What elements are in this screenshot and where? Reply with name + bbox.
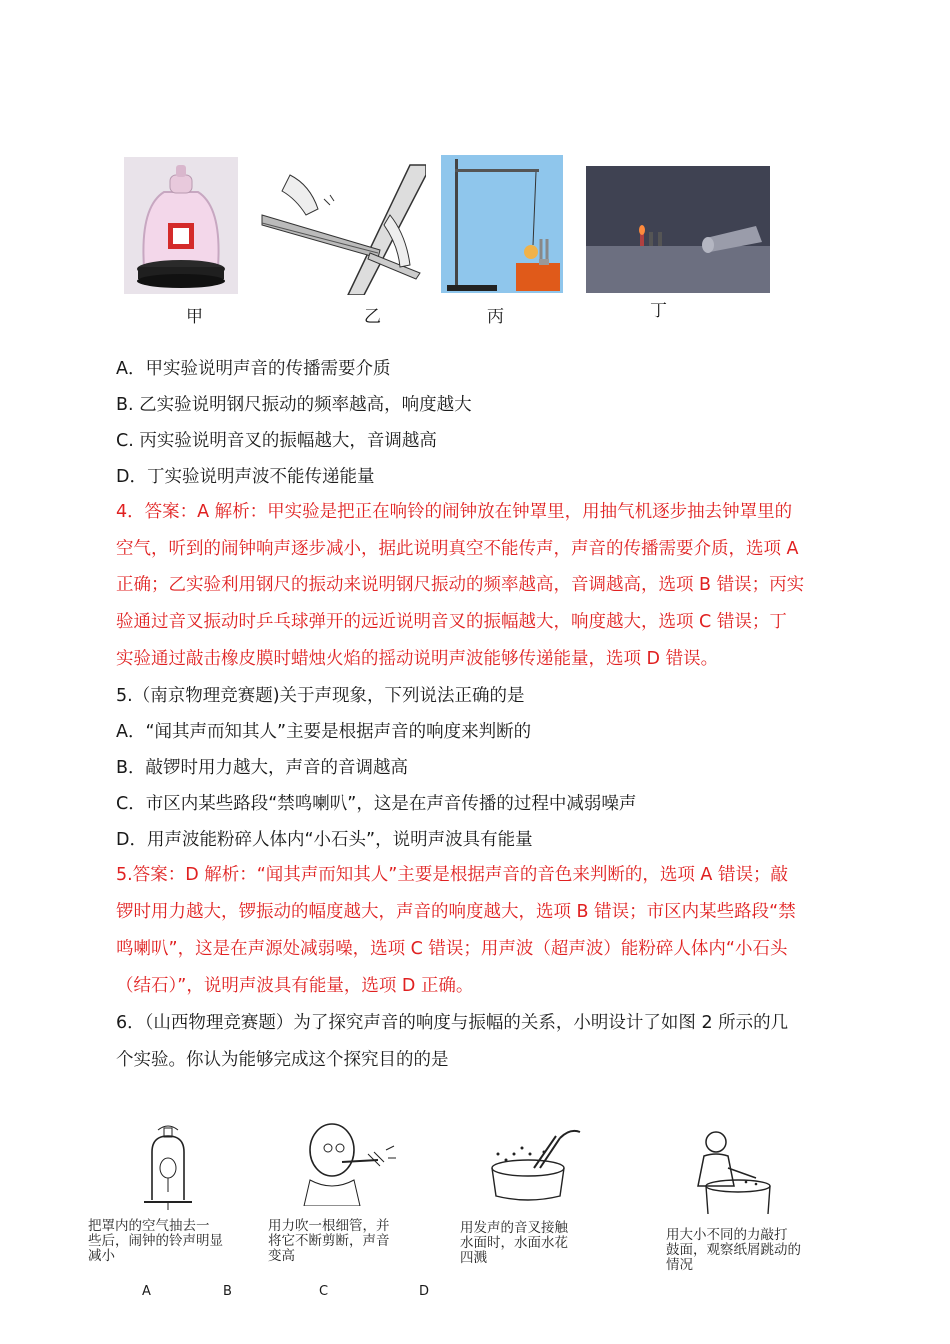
q6-panel-a-text: 把罩内的空气抽去一 些后，闹钟的铃声明显 减小	[88, 1218, 223, 1264]
q6-label-a: A	[142, 1284, 151, 1299]
q6-figure-bell-jar	[140, 1122, 196, 1212]
q6-label-b: B	[223, 1284, 232, 1299]
q6-stem-line: 个实验。你认为能够完成这个探究目的的是	[116, 1050, 449, 1070]
figure-yi-ruler	[260, 155, 426, 295]
caption-bing: 丙	[487, 307, 504, 327]
q4-option-c: C. 丙实验说明音叉的振幅越大，音调越高	[116, 431, 437, 451]
q6-figure-blowing-tube	[298, 1120, 402, 1206]
q4-answer-line: 验通过音叉振动时乒乓球弹开的远近说明音叉的振幅越大，响度越大，选项 C 错误；丁	[116, 612, 787, 632]
q4-answer-line: 空气，听到的闹钟响声逐步减小，据此说明真空不能传声，声音的传播需要介质，选项 A	[116, 539, 799, 559]
caption-yi: 乙	[364, 307, 381, 327]
q6-figure-drum	[676, 1128, 776, 1218]
q6-label-c: C	[319, 1284, 329, 1299]
q6-stem-line: 6．（山西物理竞赛题）为了探究声音的响度与振幅的关系，小明设计了如图 2 所示的几	[116, 1013, 789, 1033]
q4-answer-line: 4．答案：A 解析：甲实验是把正在响铃的闹钟放在钟罩里，用抽气机逐步抽去钟罩里的	[116, 502, 793, 522]
figure-ding-candle	[586, 166, 770, 293]
q5-answer-line: （结石）”，说明声波具有能量，选项 D 正确。	[116, 976, 474, 996]
figure-jia-bell-jar	[124, 157, 238, 294]
q6-panel-c-text: 用发声的音叉接触 水面时，水面水花 四溅	[460, 1220, 568, 1266]
q5-option-c: C．市区内某些路段“禁鸣喇叭”，这是在声音传播的过程中减弱噪声	[116, 794, 637, 814]
q5-stem: 5.（南京物理竞赛题)关于声现象，下列说法正确的是	[116, 686, 525, 706]
q6-panel-d-text: 用大小不同的力敲打 鼓面，观察纸屑跳动的 情况	[666, 1227, 801, 1273]
q6-figure-tuning-fork-water	[484, 1124, 584, 1204]
q5-option-b: B．敲锣时用力越大，声音的音调越高	[116, 758, 409, 778]
q5-answer-line: 锣时用力越大，锣振动的幅度越大，声音的响度越大，选项 B 错误；市区内某些路段“禁	[116, 902, 796, 922]
q6-label-d: D	[419, 1284, 430, 1299]
q5-option-d: D．用声波能粉碎人体内“小石头”，说明声波具有能量	[116, 830, 533, 850]
caption-ding: 丁	[650, 301, 667, 321]
q4-option-d: D．丁实验说明声波不能传递能量	[116, 467, 375, 487]
q4-answer-line: 正确；乙实验利用钢尺的振动来说明钢尺振动的频率越高，音调越高，选项 B 错误；丙实	[116, 575, 805, 595]
q4-option-b: B. 乙实验说明钢尺振动的频率越高，响度越大	[116, 395, 472, 415]
q4-option-a: A．甲实验说明声音的传播需要介质	[116, 359, 391, 379]
figure-bing-tuning-fork	[441, 155, 563, 293]
caption-jia: 甲	[186, 307, 203, 327]
q5-option-a: A．“闻其声而知其人”主要是根据声音的响度来判断的	[116, 722, 532, 742]
q5-answer-line: 鸣喇叭”，这是在声源处减弱噪，选项 C 错误；用声波（超声波）能粉碎人体内“小石头	[116, 939, 788, 959]
q6-panel-b-text: 用力吹一根细管，并 将它不断剪断，声音 变高	[268, 1218, 390, 1264]
q4-answer-line: 实验通过敲击橡皮膜时蜡烛火焰的摇动说明声波能够传递能量，选项 D 错误。	[116, 649, 719, 669]
q5-answer-line: 5.答案：D 解析：“闻其声而知其人”主要是根据声音的音色来判断的，选项 A 错误；敲	[116, 865, 788, 885]
